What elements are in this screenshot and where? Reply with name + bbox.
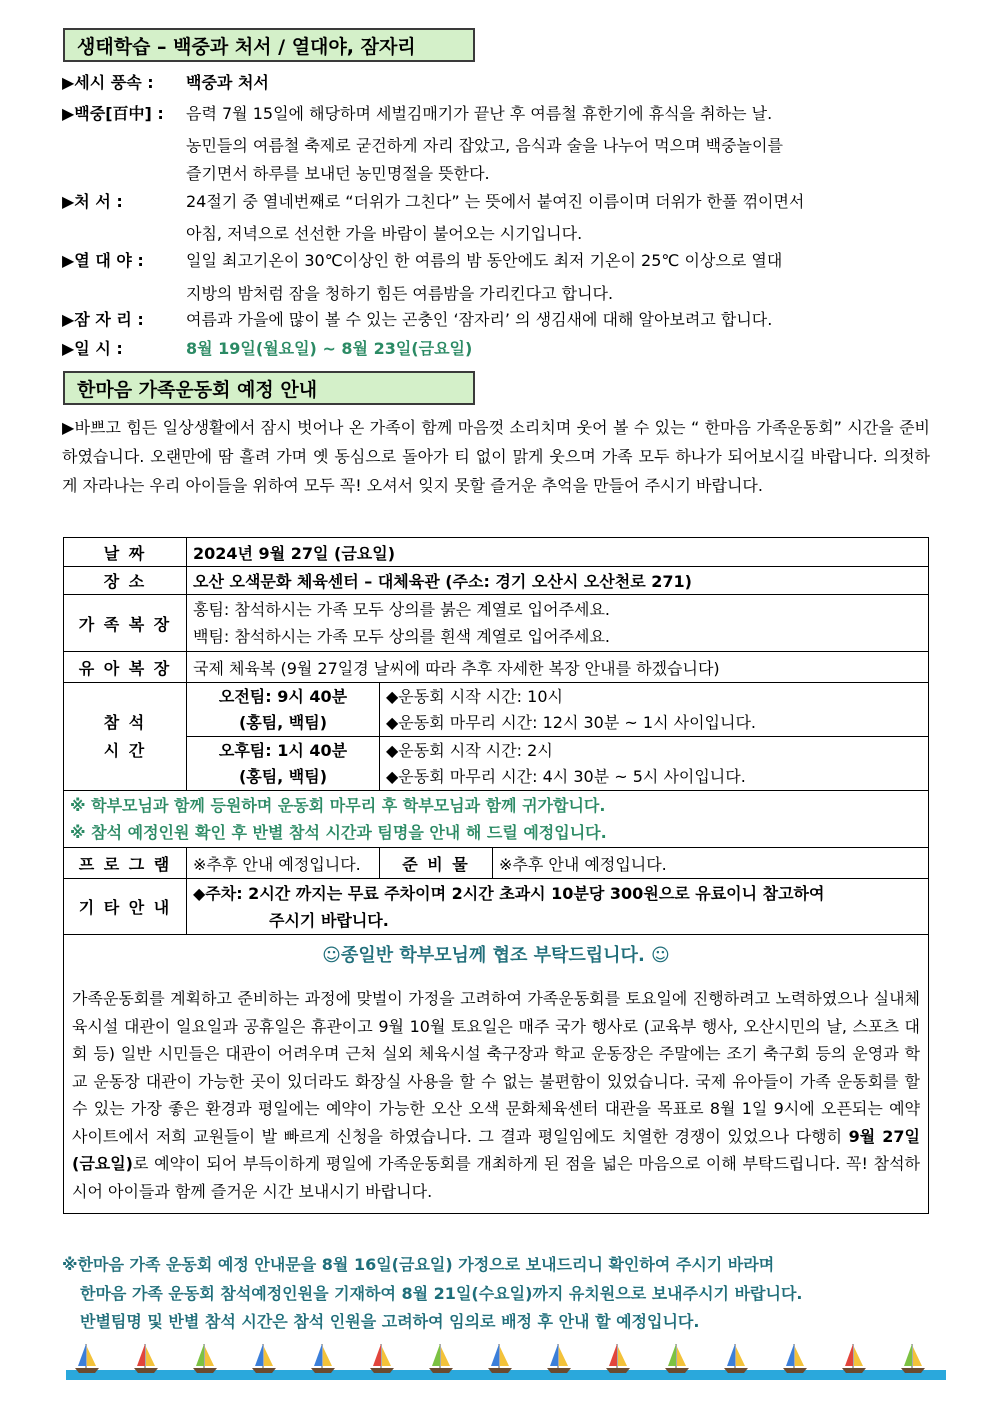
row-yeoldaeya-cont: 지방의 밤처럼 잠을 청하기 힘든 여름밤을 가리킨다고 합니다. [186, 284, 614, 303]
family-dress-value: 홍팀: 참석하시는 가족 모두 상의를 붉은 계열로 입어주세요. 백팀: 참석하시는 가족 모두 상의를 흰색 계열로 입어주세요. [187, 595, 929, 652]
date-value: 2024년 9월 27일 (금요일) [187, 538, 929, 567]
sailboat-icon [783, 1344, 807, 1373]
notice-line-1: ※한마음 가족 운동회 예정 안내문을 8월 16일(금요일) 가정으로 보내드리니 확인하여 주시기 바라며 [62, 1255, 775, 1274]
kid-dress-header: 유 아 복 장 [64, 652, 187, 683]
place-value: 오산 오색문화 체육센터 – 대체육관 (주소: 경기 오산시 오산천로 271) [187, 567, 929, 595]
sailboat-icon [842, 1344, 866, 1373]
sailboat-icon [429, 1344, 453, 1373]
morning-team: 오전팀: 9시 40분 (홍팀, 백팀) [187, 683, 380, 737]
sailboat-icon [193, 1344, 217, 1373]
row-cheoseo-cont: 아침, 저녁으로 선선한 가을 바람이 불어오는 시기입니다. [186, 224, 583, 243]
sailboat-icon [547, 1344, 571, 1373]
cooperation-paragraph: 가족운동회를 계획하고 준비하는 과정에 맞벌이 가정을 고려하여 가족운동회를 토요일에 진행하려고 노력하였으나 실내체육시설 대관이 일요일과 공휴일은 휴관이고 9월 10월 토요일은 매주 국가 행사로 (교육부 행사, 오산시민의 날, 스포츠 대회 등) 일반 시민들은 대관이 어려우며 근처 실외 체육시설 축구장과 학교 운동장은 주말에는 조기 축구회 등의 운영과 학교 운동장 대관이 가능한 곳이 있더라도 화장실 사용을 할 수 없는 불편함이 있었습니다. 국제 유아들이 가족 운동회를 할 수 있는 가장 좋은 환경과 평일에는 예약이 가능한 오산 오색 문화체육센터 대관을 목표로 8월 1일 9시에 오픈되는 예약 사이트에서 저희 교원들이 발 빠르게 신청을 하였습니다. 그 결과 평일임에도 치열한 경쟁이 있었으나 다행히 9월 27일(금요일)로 예약이 되어 부득이하게 평일에 가족운동회를 개최하게 된 점을 넓은 마음으로 이해 부탁드립니다. 꼭! 참석하시어 아이들과 함께 즐거운 시간 보내시기 바랍니다. [72, 989, 920, 1201]
morning-schedule: ◆운동회 시작 시간: 10시 ◆운동회 마무리 시간: 12시 30분 ~ 1시 사이입니다. [380, 683, 929, 737]
sailboat-icon [724, 1344, 748, 1373]
date-header: 날 짜 [64, 538, 187, 567]
sailboat-icon [252, 1344, 276, 1373]
sailboat-icon [75, 1344, 99, 1373]
section-title-ecology: 생태학습 – 백중과 처서 / 열대야, 잠자리 [63, 28, 475, 62]
cooperation-box [64, 935, 929, 1214]
sailboat-icon [901, 1344, 925, 1373]
sailboat-icon [370, 1344, 394, 1373]
supplies-header: 준 비 물 [380, 848, 493, 879]
parking-info: ◆주차: 2시간 까지는 무료 주차이며 2시간 초과시 10분당 300원으로 유료이니 참고하여 주시기 바랍니다. [187, 879, 929, 935]
sailboat-border [66, 1338, 946, 1382]
sailboat-icon [606, 1344, 630, 1373]
event-info-table [63, 537, 929, 1214]
etc-header: 기 타 안 내 [64, 879, 187, 935]
afternoon-team: 오후팀: 1시 40분 (홍팀, 백팀) [187, 737, 380, 791]
afternoon-schedule: ◆운동회 시작 시간: 2시 ◆운동회 마무리 시간: 4시 30분 ~ 5시 사이입니다. [380, 737, 929, 791]
sailboat-icon [134, 1344, 158, 1373]
kid-dress-value: 국제 체육복 (9월 27일경 날씨에 따라 추후 자세한 복장 안내를 하겠습니다) [187, 652, 929, 683]
program-header: 프 로 그 램 [64, 848, 187, 879]
intro-paragraph: ▶바쁘고 힘든 일상생활에서 잠시 벗어나 온 가족이 함께 마음껏 소리치며 웃어 볼 수 있는 “ 한마음 가족운동회” 시간을 준비하였습니다. 오랜만에 땀 흘려 가며 옛 동심으로 돌아가 티 없이 맑게 웃으며 가족 모두 하나가 되어보시길 바랍니다. 의젓하게 자라나는 우리 아이들을 위하여 모두 꼭! 오셔서 잊지 못할 즐거운 추억을 만들어 주시기 바랍니다. [62, 418, 930, 495]
sailboat-icons [75, 1344, 925, 1373]
section-title-sports-day: 한마음 가족운동회 예정 안내 [63, 371, 475, 405]
cooperation-title: ☺종일반 학부모님께 협조 부탁드립니다. ☺ [322, 945, 670, 966]
sailboat-icon [665, 1344, 689, 1373]
row-baekjung-cont1: 농민들의 여름철 축제로 굳건하게 자리 잡았고, 음식과 술을 나누어 먹으며 백중놀이를 [186, 136, 783, 155]
notice-line-3: 반별팀명 및 반별 참석 시간은 참석 인원을 고려하여 임의로 배정 후 안내 할 예정입니다. [80, 1312, 700, 1331]
supplies-value: ※추후 안내 예정입니다. [493, 848, 929, 879]
family-dress-header: 가 족 복 장 [64, 595, 187, 652]
sailboat-icon [311, 1344, 335, 1373]
notice-line-2: 한마음 가족 운동회 참석예정인원을 기재하여 8월 21일(수요일)까지 유치원으로 보내주시기 바랍니다. [80, 1284, 803, 1303]
program-value: ※추후 안내 예정입니다. [187, 848, 380, 879]
row-baekjung-cont2: 즐기면서 하루를 보내던 농민명절을 뜻한다. [186, 164, 490, 183]
place-header: 장 소 [64, 567, 187, 595]
attendance-notes: ※ 학부모님과 함께 등원하며 운동회 마무리 후 학부모님과 함께 귀가합니다. ※ 참석 예정인원 확인 후 반별 참석 시간과 팀명을 안내 해 드릴 예정입니다. [64, 791, 929, 848]
sailboat-icon [488, 1344, 512, 1373]
attendance-time-header: 참 석 시 간 [64, 683, 187, 791]
